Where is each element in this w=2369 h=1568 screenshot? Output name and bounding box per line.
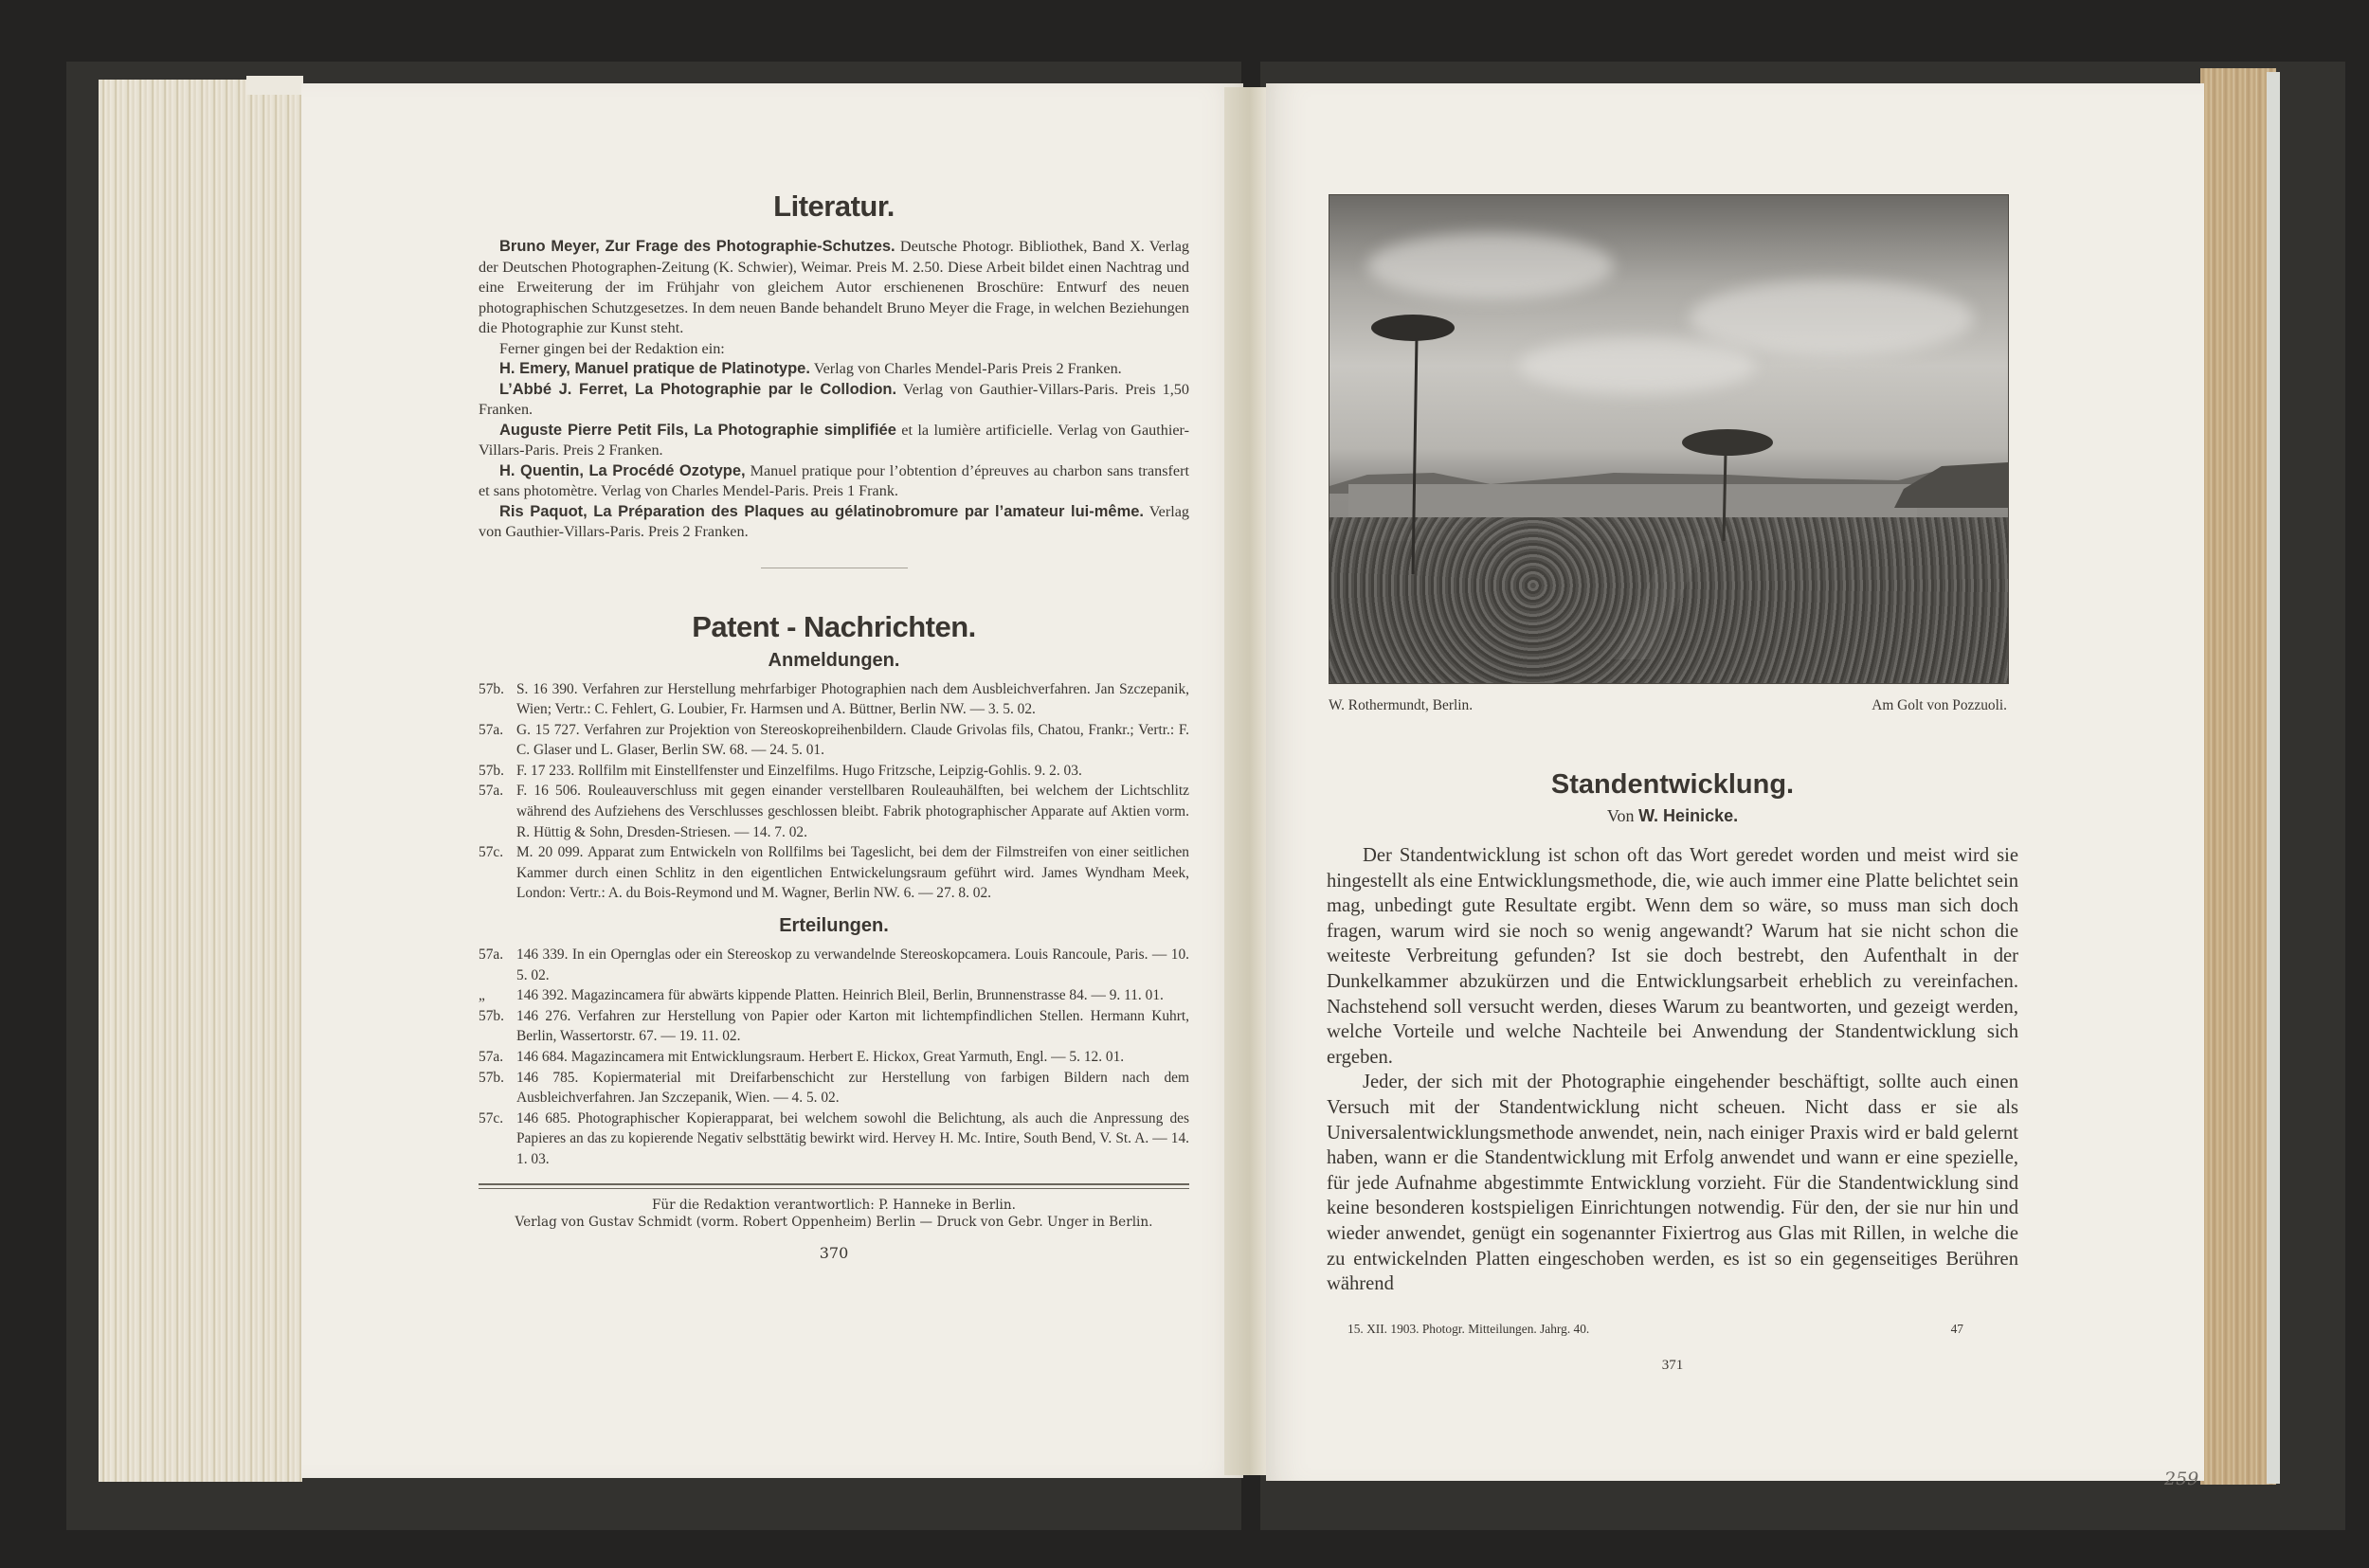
patent-heading: Patent - Nachrichten. xyxy=(692,609,976,643)
literatur-entry xyxy=(479,421,1189,461)
imprint-double-rule xyxy=(479,1183,1189,1189)
photo-caption xyxy=(1329,697,2007,714)
literatur-entry-title: Bruno Meyer, Zur Frage des Photographie-Schutzes. xyxy=(499,238,895,255)
patent-class: 57a. xyxy=(479,721,504,738)
patent-text: M. 20 099. Apparat zum Entwickeln von Rollfilms bei Tageslicht, bei dem der Filmstreifen von einer seitlichen Kammer durch einen Schlitz in den eigentlichen Entwickelungsraum geführt wird. James Wyndham Meek, London: Vertr.: A. du Bois-Reymond und M. Wagner, Berlin NW. 6. — 27. 8. 02. xyxy=(516,844,1189,902)
page-number-left: 370 xyxy=(819,1243,849,1262)
patent-entry xyxy=(479,842,1189,904)
anmeldungen-heading: Anmeldungen. xyxy=(768,649,900,671)
article-paragraph: Der Standentwicklung ist schon oft das Wort geredet worden und meist wird sie hingestellt als eine Entwicklungsmethode, die, wie auch immer eine Platte belichtet sein mag, unbedingt gute Resultate ergibt. Wenn dem so wäre, so muss man sich doch fragen, warum wird sie noch so wenig angewandt? Warum hat sie nicht schon die weiteste Verbreitung gefunden? Ist sie doch bestrebt, den Aufenthalt in der Dunkelkammer abzukürzen und die Entwicklungsarbeit erheblich zu vereinfachen. Nachstehend soll versucht werden, dieses Warum zu beantworten, und gezeigt werden, welche Vorteile und welche Nachteile bei Anwendung der Standentwicklung sich ergeben. xyxy=(1327,845,2018,1068)
patent-class: 57b. xyxy=(479,680,504,697)
patent-entry xyxy=(479,781,1189,842)
patent-text: F. 17 233. Rollfilm mit Einstellfenster und Einzelfilms. Hugo Fritzsche, Leipzig-Gohlis. 9. 2. 03. xyxy=(516,762,1082,779)
patent-text: 146 684. Magazincamera mit Entwicklungsraum. Herbert E. Hickox, Great Yarmuth, Engl. — 5. 12. 01. xyxy=(516,1049,1125,1065)
patent-class: 57b. xyxy=(479,1069,504,1086)
patent-entry xyxy=(479,1108,1189,1170)
right-page-content xyxy=(1327,194,2018,1374)
photo-credit: W. Rothermundt, Berlin. xyxy=(1329,697,1474,713)
patent-text: 146 392. Magazincamera für abwärts kippende Platten. Heinrich Bleil, Berlin, Brunnenstrasse 84. — 9. 11. 01. xyxy=(516,987,1164,1004)
patent-class: 57c. xyxy=(479,1109,504,1126)
signature-line: 15. XII. 1903. Photogr. Mitteilungen. Jahrg. 40. xyxy=(1347,1321,1590,1336)
right-page-footer xyxy=(1347,1322,1963,1337)
erteilungen-list xyxy=(479,945,1189,1170)
imprint-editor-line: Für die Redaktion verantwortlich: P. Hanneke in Berlin. xyxy=(652,1197,1016,1213)
erteilungen-heading: Erteilungen. xyxy=(779,915,889,937)
literatur-list xyxy=(479,237,1189,543)
patent-class: „ xyxy=(479,987,485,1004)
literatur-entry xyxy=(479,339,1189,360)
photo-title: Am Golt von Pozzuoli. xyxy=(1872,697,2007,713)
literatur-entry xyxy=(479,502,1189,543)
patent-entry xyxy=(479,679,1189,720)
imprint-publisher-line: Verlag von Gustav Schmidt (vorm. Robert Oppenheim) Berlin — Druck von Gebr. Unger in Berlin. xyxy=(515,1214,1153,1230)
literatur-entry xyxy=(479,380,1189,421)
literatur-entry-title: Auguste Pierre Petit Fils, La Photographie simplifiée xyxy=(499,421,896,439)
literatur-entry-details: Deutsche Photogr. Bibliothek, Band X. Verlag der Deutschen Photographen-Zeitung (K. Schwier), Weimar. Preis M. 2.50. Diese Arbeit bildet einen Nachtrag und eine Erweiterung der im Frühjahr von gleichem Autor erschienenen Broschüre: Entwurf des neuen photographischen Schutzgesetzes. In dem neuen Bande behandelt Bruno Meyer die Frage, in welchen Beziehungen die Photographie zur Kunst steht. xyxy=(479,238,1189,336)
pencil-annotation: 259 xyxy=(2164,1469,2199,1489)
patent-entry xyxy=(479,985,1189,1006)
byline-prefix: Von xyxy=(1606,806,1635,825)
literatur-entry-details: Verlag von Gauthier-Villars-Paris. Preis 1,50 Franken. xyxy=(479,380,1189,418)
photo-cloud xyxy=(1519,337,1756,394)
page-edges-right xyxy=(2200,68,2276,1485)
photo-cloud xyxy=(1367,233,1614,299)
literatur-entry-title: Ris Paquot, La Préparation des Plaques au gélatinobromure par l’amateur lui-même. xyxy=(499,502,1145,520)
patent-text: F. 16 506. Rouleauverschluss mit gegen einander verstellbaren Rouleauhälften, bei welchem der Lichtschlitz während des Aufziehens des Verschlusses geschlossen bleibt. Fabrik photographischer Apparate auf Aktien vorm. R. Hüttig & Sohn, Dresden-Striesen. — 14. 7. 02. xyxy=(516,783,1189,840)
pine-tree-small xyxy=(1680,427,1775,541)
literatur-entry-title: H. Emery, Manuel pratique de Platinotype. xyxy=(499,360,810,377)
patent-entry xyxy=(479,945,1189,985)
photo-cloud xyxy=(1690,280,1974,356)
page-edges-left xyxy=(99,80,302,1482)
patent-class: 57b. xyxy=(479,1007,504,1024)
literatur-entry xyxy=(479,359,1189,380)
literatur-entry-details: et la lumière artificielle. Verlag von Gauthier-Villars-Paris. Preis 2 Franken. xyxy=(479,421,1189,459)
patent-class: 57b. xyxy=(479,762,504,779)
patent-entry xyxy=(479,1047,1189,1068)
patent-text: 146 685. Photographischer Kopierapparat, bei welchem sowohl die Belichtung, als auch die Anpressung des Papieres an das zu kopierende Negativ selbsttätig bewirkt wird. Hervey H. Mc. Intire, South Bend, V. St. A. — 14. 1. 03. xyxy=(516,1109,1189,1167)
sheet-number: 47 xyxy=(1950,1321,1963,1336)
patent-class: 57c. xyxy=(479,844,504,861)
article-byline xyxy=(1327,806,2018,826)
literatur-entry-details: Verlag von Charles Mendel-Paris Preis 2 Franken. xyxy=(809,360,1122,377)
patent-class: 57a. xyxy=(479,1049,504,1065)
patent-text: 146 339. In ein Opernglas oder ein Stereoskop zu verwandelnde Stereoskopcamera. Louis Rancoule, Paris. — 10. 5. 02. xyxy=(516,946,1189,983)
page-number-right: 371 xyxy=(1661,1357,1684,1373)
landscape-photograph xyxy=(1329,194,2009,684)
literatur-entry xyxy=(479,461,1189,502)
anmeldungen-list xyxy=(479,679,1189,905)
imprint xyxy=(479,1197,1189,1231)
article-body xyxy=(1327,843,2018,1297)
literatur-entry xyxy=(479,237,1189,339)
article-title: Standentwicklung. xyxy=(1550,769,1795,800)
literatur-entry-details: Ferner gingen bei der Redaktion ein: xyxy=(499,339,725,357)
left-page-content xyxy=(479,189,1189,1262)
patent-entry xyxy=(479,761,1189,782)
patent-entry xyxy=(479,1006,1189,1047)
article-paragraph: Jeder, der sich mit der Photographie eingehender beschäftigt, sollte auch einen Versuch mit der Standentwicklung nicht scheuen. Nicht dass er sie als Universalentwicklungsmethode anwendet, nein, nach einiger Praxis wird er bald gelernt haben, wann er die Standentwicklung mit Erfolg anwendet und wann er eine spezielle, für jede Aufnahme abgestimmte Entwicklung vorzieht. Für die Standentwicklung sind keine besonderen kostspieligen Einrichtungen notwendig. Für den, der sie nur hin und wieder anwendet, genügt ein sogenannter Fixiertrog aus Glas mit Rillen, in welche die zu entwickelnden Platten eingeschoben werden, es ist so ein gegenseitiges Berühren während xyxy=(1327,1072,2018,1295)
patent-text: 146 785. Kopiermaterial mit Dreifarbenschicht zur Herstellung von farbigen Bildern nach dem Ausbleichverfahren. Jan Szczepanik, Wien. — 4. 5. 02. xyxy=(516,1069,1189,1107)
patent-text: 146 276. Verfahren zur Herstellung von Papier oder Karton mit lichtempfindlichen Stellen. Hermann Kuhrt, Berlin, Wassertorstr. 67. — 19. 11. 02. xyxy=(516,1007,1189,1045)
book-gutter xyxy=(1224,87,1266,1475)
literatur-entry-title: H. Quentin, La Procédé Ozotype, xyxy=(499,461,746,479)
photo-headland xyxy=(1894,460,2008,508)
page-edges-right-strip xyxy=(2267,72,2280,1484)
article-author: W. Heinicke. xyxy=(1638,806,1739,825)
patent-entry xyxy=(479,1068,1189,1108)
pine-tree-tall xyxy=(1367,309,1462,574)
patent-entry xyxy=(479,720,1189,761)
literatur-entry-title: L’Abbé J. Ferret, La Photographie par le Collodion. xyxy=(499,380,897,398)
patent-text: G. 15 727. Verfahren zur Projektion von Stereoskopreihenbildern. Claude Grivolas fils, Chatou, Frankr.; Vertr.: F. C. Glaser und L. Glaser, Berlin SW. 68. — 24. 5. 01. xyxy=(516,721,1189,759)
patent-text: S. 16 390. Verfahren zur Herstellung mehrfarbiger Photographien nach dem Ausbleichverfahren. Jan Szczepanik, Wien; Vertr.: C. Fehlert, G. Loubier, Fr. Harmsen und A. Büttner, Berlin NW. — 3. 5. 02. xyxy=(516,680,1189,718)
literatur-entry-details: Verlag von Gauthier-Villars-Paris. Preis 2 Franken. xyxy=(479,502,1189,540)
patent-class: 57a. xyxy=(479,946,504,964)
literatur-entry-details: Manuel pratique pour l’obtention d’épreuves au charbon sans transfert et sans photomètre. Verlag von Charles Mendel-Paris. Preis 1 Frank. xyxy=(479,461,1189,499)
page-edges-left-top xyxy=(246,76,303,95)
patent-class: 57a. xyxy=(479,783,504,800)
literatur-heading: Literatur. xyxy=(773,189,895,223)
